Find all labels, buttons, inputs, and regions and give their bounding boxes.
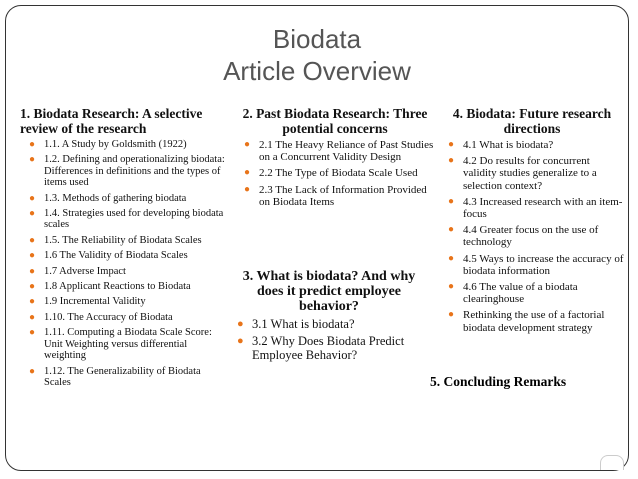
- bullet-icon: ●: [448, 224, 455, 236]
- list-item: ● 1.3. Methods of gathering biodata: [29, 192, 187, 204]
- bullet-icon: ●: [237, 318, 244, 330]
- list-item: ● 2.3 The Lack of Information Provided on Biodata Items: [244, 183, 427, 208]
- bullet-icon: ●: [244, 167, 251, 179]
- section-4: [439, 106, 625, 338]
- list-item: ● 1.2. Defining and operationalizing biodata: Differences in definitions and the types of items used: [29, 154, 225, 189]
- section-4-heading: 4. Biodata: Future research directions: [452, 106, 612, 136]
- section-3-list: [228, 317, 430, 362]
- bullet-icon: ●: [244, 183, 251, 195]
- list-item: ● 4.4 Greater focus on the use of technology: [448, 224, 599, 249]
- bullet-icon: ●: [29, 327, 36, 339]
- list-item: ● 4.1 What is biodata?: [448, 139, 554, 151]
- bullet-icon: ●: [448, 155, 455, 167]
- bullet-icon: ●: [448, 139, 455, 150]
- section-1-list: [20, 139, 230, 388]
- page-corner-mark: [600, 455, 624, 470]
- list-item: ● Rethinking the use of a factorial biodata development strategy: [448, 309, 605, 334]
- bullet-icon: ●: [29, 139, 36, 150]
- list-item: ● 4.3 Increased research with an item-focus: [448, 195, 623, 221]
- bullet-icon: ●: [29, 250, 36, 262]
- list-item: ● 1.10. The Accuracy of Biodata: [29, 311, 173, 323]
- section-2: [235, 106, 435, 212]
- title-line-2: Article Overview: [223, 56, 411, 86]
- bullet-icon: ●: [29, 311, 36, 323]
- list-item: ● 1.1. A Study by Goldsmith (1922): [29, 139, 187, 150]
- section-2-heading: 2. Past Biodata Research: Three potential concerns: [242, 106, 428, 136]
- bullet-icon: ●: [29, 192, 36, 204]
- section-1-heading: 1. Biodata Research: A selective review of the research: [20, 106, 203, 136]
- bullet-icon: ●: [29, 234, 36, 246]
- list-item: ● 1.5. The Reliability of Biodata Scales: [29, 234, 202, 246]
- slide: [5, 5, 629, 471]
- section-3: [228, 269, 430, 365]
- list-item: ● 1.4. Strategies used for developing biodata scales: [29, 208, 224, 231]
- bullet-icon: ●: [244, 139, 251, 150]
- concluding-remarks: 5. Concluding Remarks: [430, 374, 567, 389]
- bullet-icon: ●: [237, 335, 244, 347]
- list-item: ● 1.12. The Generalizability of Biodata Scales: [29, 365, 201, 388]
- section-3-heading: 3. What is biodata? And why does it predict employee behavior?: [242, 269, 416, 314]
- bullet-icon: ●: [29, 208, 36, 220]
- list-item: ● 1.11. Computing a Biodata Scale Score: Unit Weighting versus differential weighting: [29, 327, 212, 362]
- bullet-icon: ●: [448, 195, 455, 207]
- bullet-icon: ●: [29, 365, 36, 377]
- list-item: ● 2.2 The Type of Biodata Scale Used: [244, 167, 418, 180]
- title-line-1: Biodata: [272, 24, 362, 54]
- bullet-icon: ●: [448, 281, 455, 293]
- list-item: ● 4.6 The value of a biodata clearinghouse: [448, 281, 578, 306]
- section-4-list: [439, 139, 625, 334]
- list-item: ● 1.8 Applicant Reactions to Biodata: [29, 281, 191, 293]
- list-item: ● 4.5 Ways to increase the accuracy of biodata information: [448, 252, 624, 277]
- list-item: ● 4.2 Do results for concurrent validity studies generalize to a selection context?: [448, 155, 597, 192]
- bullet-icon: ●: [29, 154, 36, 166]
- bullet-icon: ●: [448, 309, 455, 321]
- list-item: ● 1.7 Adverse Impact: [29, 265, 126, 277]
- bullet-icon: ●: [29, 265, 36, 277]
- section-1: [20, 106, 230, 392]
- list-item: ● 1.6 The Validity of Biodata Scales: [29, 250, 188, 262]
- section-2-list: [235, 139, 435, 208]
- list-item: ● 1.9 Incremental Validity: [29, 296, 146, 308]
- list-item: ● 3.2 Why Does Biodata Predict Employee Behavior?: [237, 334, 405, 362]
- list-item: ● 2.1 The Heavy Reliance of Past Studies on a Concurrent Validity Design: [244, 139, 434, 164]
- list-item: ● 3.1 What is biodata?: [237, 317, 355, 331]
- bullet-icon: ●: [448, 252, 455, 264]
- bullet-icon: ●: [29, 296, 36, 308]
- bullet-icon: ●: [29, 281, 36, 293]
